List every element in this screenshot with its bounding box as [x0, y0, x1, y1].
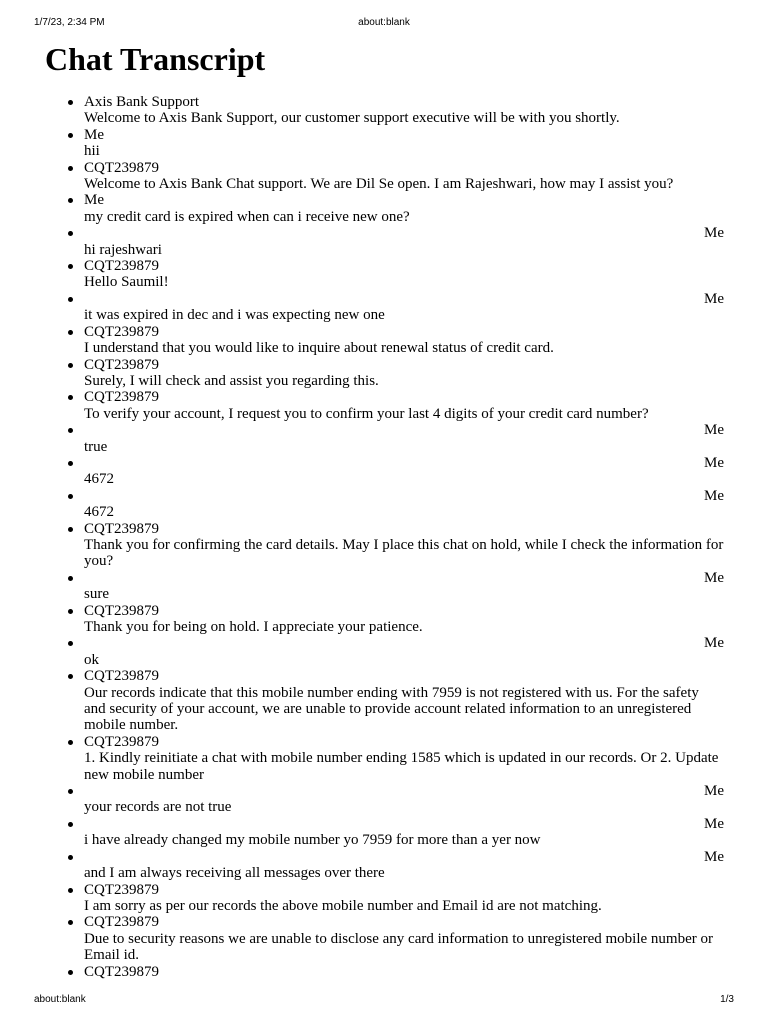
- page-title: Chat Transcript: [45, 41, 266, 77]
- message-sender: CQT239879: [84, 258, 159, 275]
- chat-message: [84, 389, 724, 422]
- chat-message: [84, 914, 724, 963]
- message-text: Welcome to Axis Bank Support, our customer support executive will be with you shortly.: [84, 110, 620, 127]
- message-text: hii: [84, 143, 100, 160]
- message-sender: Me: [704, 783, 724, 800]
- chat-message: [84, 422, 724, 455]
- message-text: Hello Saumil!: [84, 274, 169, 291]
- message-text: I am sorry as per our records the above mobile number and Email id are not matching.: [84, 897, 602, 914]
- message-sender: Me: [704, 635, 724, 652]
- print-footer: [0, 994, 768, 1008]
- message-text: 4672: [84, 471, 114, 488]
- message-sender: Me: [84, 192, 104, 209]
- message-sender: Me: [704, 815, 724, 832]
- message-sender: CQT239879: [84, 914, 159, 931]
- message-sender: CQT239879: [84, 668, 159, 685]
- message-text: 1. Kindly reinitiate a chat with mobile number ending 1585 which is updated in our records. Or 2. Update new mobile number: [84, 750, 719, 783]
- chat-message: [84, 357, 724, 390]
- message-text: Surely, I will check and assist you regarding this.: [84, 372, 379, 389]
- message-text: and I am always receiving all messages over there: [84, 865, 385, 882]
- message-text: my credit card is expired when can i receive new one?: [84, 208, 410, 225]
- chat-message: [84, 882, 724, 915]
- chat-message: [84, 849, 724, 882]
- message-text: 4672: [84, 504, 114, 521]
- chat-transcript-list: [84, 94, 724, 980]
- message-text: Our records indicate that this mobile number ending with 7959 is not registered with us. For the safety and security of your account, we are unable to provide account related information to an unregistered mobile number.: [84, 684, 699, 734]
- chat-message: [84, 192, 724, 225]
- message-sender: CQT239879: [84, 520, 159, 537]
- message-sender: Me: [704, 848, 724, 865]
- message-text: Due to security reasons we are unable to disclose any card information to unregistered mobile number or Email id.: [84, 930, 713, 964]
- message-text: ok: [84, 651, 99, 668]
- page-number: 1/3: [720, 994, 734, 1005]
- message-text: Thank you for confirming the card details. May I place this chat on hold, while I check the information for you?: [84, 536, 724, 570]
- message-sender: Me: [704, 290, 724, 307]
- message-sender: Me: [704, 569, 724, 586]
- message-sender: CQT239879: [84, 963, 159, 980]
- message-sender: Me: [84, 126, 104, 143]
- message-text: it was expired in dec and i was expecting new one: [84, 307, 385, 324]
- message-text: your records are not true: [84, 799, 232, 816]
- message-sender: Me: [704, 422, 724, 439]
- message-sender: Me: [704, 454, 724, 471]
- message-text: i have already changed my mobile number yo 7959 for more than a yer now: [84, 832, 541, 849]
- message-sender: Me: [704, 487, 724, 504]
- print-header-url: about:blank: [358, 17, 410, 28]
- chat-message: [84, 668, 724, 734]
- chat-message: [84, 225, 724, 258]
- message-text: hi rajeshwari: [84, 241, 162, 258]
- chat-message: [84, 127, 724, 160]
- chat-message: [84, 521, 724, 570]
- chat-message: [84, 291, 724, 324]
- print-header: [0, 17, 768, 31]
- chat-message: [84, 635, 724, 668]
- chat-message: [84, 455, 724, 488]
- message-sender: CQT239879: [84, 389, 159, 406]
- chat-message: [84, 94, 724, 127]
- message-text: Thank you for being on hold. I appreciate your patience.: [84, 619, 423, 635]
- message-sender: CQT239879: [84, 323, 159, 340]
- message-sender: Me: [704, 225, 724, 242]
- message-sender: CQT239879: [84, 356, 159, 373]
- print-footer-url: about:blank: [34, 994, 86, 1005]
- chat-message: [84, 258, 724, 291]
- chat-message: [84, 964, 724, 980]
- chat-message: [84, 324, 724, 357]
- chat-message: [84, 488, 724, 521]
- message-text: Welcome to Axis Bank Chat support. We are Dil Se open. I am Rajeshwari, how may I assist you?: [84, 176, 674, 193]
- chat-message: [84, 160, 724, 193]
- chat-message: [84, 734, 724, 783]
- print-datetime: 1/7/23, 2:34 PM: [34, 17, 105, 28]
- chat-message: [84, 570, 724, 603]
- message-sender: CQT239879: [84, 733, 159, 750]
- chat-message: [84, 816, 724, 849]
- message-sender: CQT239879: [84, 602, 159, 619]
- chat-message: [84, 783, 724, 816]
- message-text: I understand that you would like to inquire about renewal status of credit card.: [84, 340, 554, 357]
- message-text: To verify your account, I request you to confirm your last 4 digits of your credit card number?: [84, 405, 649, 422]
- message-text: sure: [84, 586, 109, 603]
- chat-message: [84, 603, 724, 636]
- message-sender: CQT239879: [84, 159, 159, 176]
- message-sender: CQT239879: [84, 881, 159, 898]
- message-sender: Axis Bank Support: [84, 94, 200, 110]
- message-text: true: [84, 438, 108, 455]
